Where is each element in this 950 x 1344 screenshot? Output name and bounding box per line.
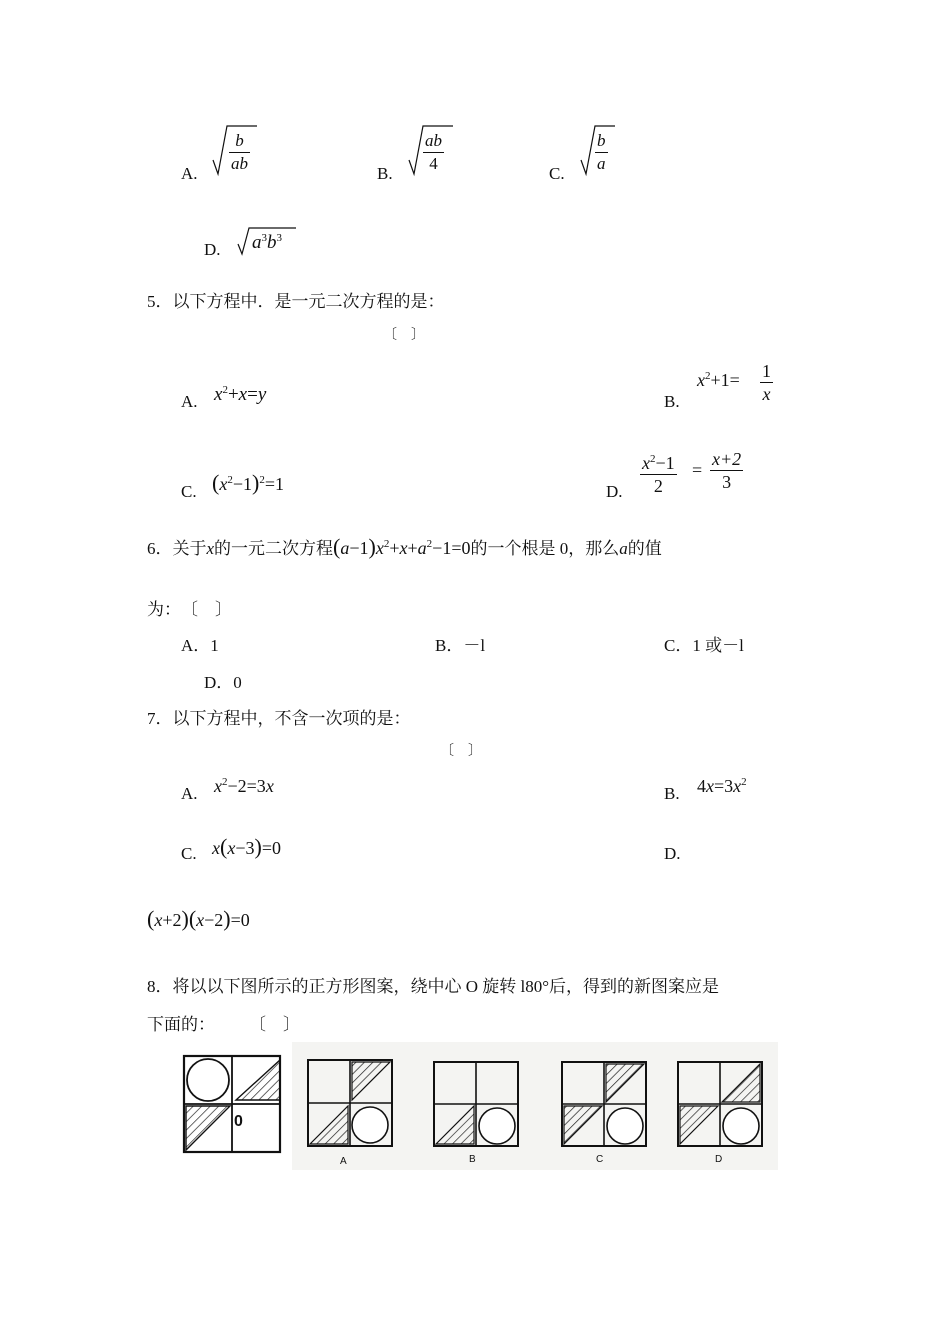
q6-stem-end: 的一个根是 0，那么 xyxy=(470,539,620,558)
q4-c-num: b xyxy=(595,130,608,153)
q7-a-mid: −2=3 xyxy=(227,776,266,796)
q8-figure-svg xyxy=(172,1042,778,1170)
q5-b-exp: 2 xyxy=(705,370,711,382)
q7-b-x2: x xyxy=(733,776,742,796)
q5-c-rhs: =1 xyxy=(264,474,284,494)
q7-b-label: B. xyxy=(664,784,680,803)
q5-d-num1-exp: 2 xyxy=(650,453,656,465)
q6-stem xyxy=(147,534,662,560)
q5-c-open: ( xyxy=(212,470,220,495)
q7-c-open: ( xyxy=(220,834,228,859)
q7-option-d: D. xyxy=(664,844,681,863)
q6-stem-mid: 的一元二次方程 xyxy=(214,539,334,558)
q5-b-den: x xyxy=(762,384,771,404)
q6-eq-open: ( xyxy=(333,534,341,559)
q4-b-num: ab xyxy=(423,130,444,153)
q7-d-x1: x xyxy=(154,910,163,930)
q5-d-eq: = xyxy=(692,460,703,480)
q7-option-b xyxy=(664,776,747,803)
q6-var-a: a xyxy=(619,539,628,558)
q4-d-base-b: b xyxy=(267,232,277,253)
q7-a-exp: 2 xyxy=(222,776,228,788)
q5-c-mid: −1 xyxy=(232,474,252,494)
q7-a-label: A. xyxy=(181,784,198,803)
q5-a-x2: x xyxy=(238,384,248,405)
q7-b-exp: 2 xyxy=(741,776,747,788)
q6-eq-tail: −1=0 xyxy=(432,538,471,558)
q5-b-x: x xyxy=(697,370,705,390)
q4-d-label: D. xyxy=(204,240,221,259)
q5-c-label: C. xyxy=(181,482,197,501)
q6-eq-m1: −1 xyxy=(349,538,369,558)
q4-b-den: 4 xyxy=(429,154,438,173)
q4-option-d xyxy=(204,228,282,259)
q7-c-rhs: =0 xyxy=(261,838,281,858)
option-c-label: C xyxy=(596,1154,604,1165)
q8-line2: 下面的： 〔 〕 xyxy=(147,1015,300,1034)
q7-d-close1: ) xyxy=(181,906,189,931)
q5-option-c xyxy=(181,468,284,501)
q5-d-den1: 2 xyxy=(653,476,663,496)
q7-d-close2: ) xyxy=(223,906,231,931)
q5-c-close: ) xyxy=(251,470,260,495)
q6-line2: 为： 〔 〕 xyxy=(147,600,232,619)
q7-d-rhs: =0 xyxy=(230,910,250,930)
q6-eq-plus: + xyxy=(389,538,400,558)
q5-a-plus: + xyxy=(227,384,239,405)
q6-eq-close: ) xyxy=(368,534,376,559)
q4-c-label: C. xyxy=(549,164,565,183)
q5-stem: 5．以下方程中．是一元二次方程的是： xyxy=(147,292,445,311)
q7-stem: 7．以下方程中，不含一次项的是： xyxy=(147,709,411,728)
q5-b-num: 1 xyxy=(762,361,771,381)
option-d-label: D xyxy=(715,1154,723,1165)
q8-figure xyxy=(172,1042,778,1170)
q6-option-d[interactable]: D．0 xyxy=(204,673,242,692)
q7-d-open2: ( xyxy=(188,906,197,931)
q7-a-x2: x xyxy=(265,776,274,796)
q6-eq-a: a xyxy=(340,538,350,558)
q5-option-a xyxy=(181,384,267,411)
q6-option-c[interactable]: C．1 或－l xyxy=(664,636,744,655)
q4-d-exp-a: 3 xyxy=(261,232,267,244)
q7-d-p2: −2 xyxy=(204,910,224,930)
q4-option-b xyxy=(377,128,442,183)
q4-a-den: ab xyxy=(231,154,248,173)
q5-b-lhs: +1= xyxy=(710,370,740,390)
q8-stem: 8．将以以下图所示的正方形图案，绕中心 O 旋转 l80°后，得到的新图案应是 xyxy=(147,977,720,996)
q6-eq-plus2: + xyxy=(407,538,418,558)
q5-answer-blank[interactable]: 〔 〕 xyxy=(383,328,425,343)
q4-c-den: a xyxy=(597,154,606,173)
q6-stem-start: 6．关于 xyxy=(147,539,207,558)
q5-d-label: D. xyxy=(606,482,623,501)
q7-c-mid: −3 xyxy=(235,838,255,858)
q7-d-open1: ( xyxy=(147,906,155,931)
q5-c-x: x xyxy=(219,474,228,494)
q6-eq-exp2: 2 xyxy=(426,538,433,550)
q4-d-exp-b: 3 xyxy=(276,232,282,244)
q5-d-den2: 3 xyxy=(722,472,732,492)
q5-c-exp: 2 xyxy=(227,474,233,486)
q4-a-num: b xyxy=(229,130,250,153)
q6-eq-x2: x xyxy=(399,538,408,558)
q7-b-pre: 4 xyxy=(697,776,706,796)
q7-c-x: x xyxy=(212,838,220,858)
q6-eq-a2: a xyxy=(417,538,427,558)
q5-a-eq: = xyxy=(247,384,258,405)
q4-option-a xyxy=(181,128,248,183)
option-a-label: A xyxy=(340,1156,347,1167)
q7-c-label: C. xyxy=(181,844,197,863)
q4-d-base-a: a xyxy=(252,232,262,253)
q7-b-x: x xyxy=(706,776,714,796)
q7-option-c xyxy=(181,834,281,863)
option-b-label: B xyxy=(469,1154,476,1165)
q6-eq-exp: 2 xyxy=(383,538,390,550)
q5-option-b xyxy=(664,361,771,411)
q5-a-y: y xyxy=(257,384,267,405)
q4-option-c xyxy=(549,128,606,183)
q7-option-d-expr xyxy=(147,906,250,932)
q5-a-x: x xyxy=(214,384,223,405)
q5-option-d xyxy=(606,448,742,501)
q4-a-label: A. xyxy=(181,164,198,183)
center-o-label: 0 xyxy=(234,1113,243,1130)
q6-eq-x: x xyxy=(375,538,384,558)
q5-d-num1-rest: −1 xyxy=(655,453,675,473)
q7-c-close: ) xyxy=(254,834,262,859)
q6-option-b[interactable]: B．－l xyxy=(435,636,486,655)
q4-b-label: B. xyxy=(377,164,393,183)
q5-a-exp: 2 xyxy=(222,384,228,396)
q7-d-x2: x xyxy=(196,910,205,930)
q7-c-x2: x xyxy=(227,838,236,858)
q6-stem-end2: 的值 xyxy=(627,539,662,558)
q5-b-label: B. xyxy=(664,392,680,411)
q6-var-x: x xyxy=(206,539,215,558)
q7-option-a xyxy=(181,776,274,803)
q5-d-num2: x+2 xyxy=(712,449,742,469)
q7-b-mid: =3 xyxy=(714,776,734,796)
q5-c-exp2: 2 xyxy=(259,474,265,486)
q7-d-p1: +2 xyxy=(162,910,182,930)
q6-option-a[interactable]: A．1 xyxy=(181,636,219,655)
q5-d-num1-x: x xyxy=(642,453,650,473)
q7-a-x: x xyxy=(214,776,222,796)
q5-a-label: A. xyxy=(181,392,198,411)
q7-answer-blank[interactable]: 〔 〕 xyxy=(440,744,482,759)
